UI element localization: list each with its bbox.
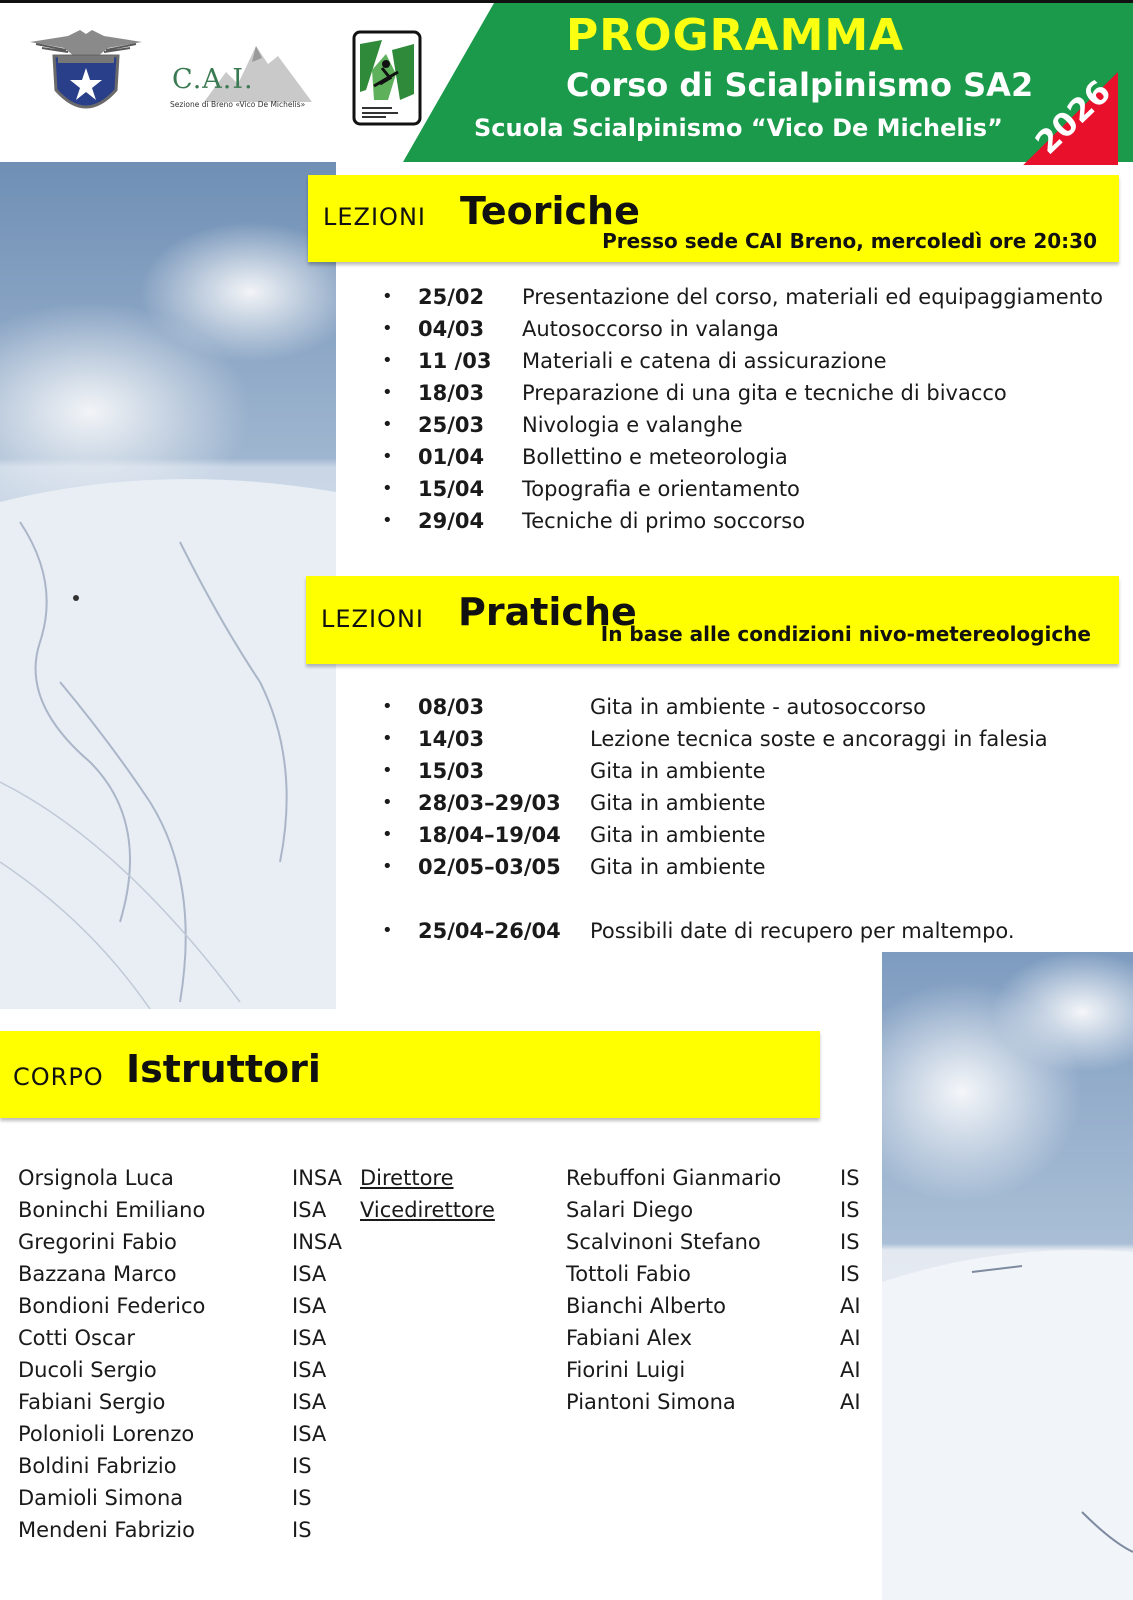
school-title: Scuola Scialpinismo “Vico De Michelis”: [474, 114, 1003, 142]
bullet-icon: •: [382, 382, 393, 403]
lesson-text: Autosoccorso in valanga: [522, 317, 779, 341]
instructor-row: [566, 1291, 876, 1321]
lesson-text: Topografia e orientamento: [522, 477, 800, 501]
cai-eagle-logo: [28, 28, 144, 124]
recovery-item: [382, 916, 1102, 946]
lesson-date: 02/05–03/05: [418, 855, 561, 879]
instructor-name: Fiorini Luigi: [566, 1358, 686, 1382]
section-pratiche: [306, 576, 1119, 664]
bullet-icon: •: [382, 760, 393, 781]
instructor-name: Scalvinoni Stefano: [566, 1230, 761, 1254]
instructor-row: [18, 1355, 538, 1385]
instructor-row: [18, 1451, 538, 1481]
cai-logo-text: C.A.I.: [172, 64, 254, 95]
instructor-qualification: IS: [292, 1486, 312, 1510]
instructor-row: [566, 1195, 876, 1225]
recovery-date: 25/04–26/04: [418, 919, 561, 943]
instructor-row: [566, 1259, 876, 1289]
list-item: [382, 756, 1102, 786]
istruttori-title: Istruttori: [126, 1047, 321, 1091]
lesson-date: 29/04: [418, 509, 485, 533]
instructor-name: Bazzana Marco: [18, 1262, 177, 1286]
lesson-text: Gita in ambiente: [590, 855, 766, 879]
instructor-name: Bondioni Federico: [18, 1294, 206, 1318]
lesson-text: Bollettino e meteorologia: [522, 445, 788, 469]
lesson-text: Presentazione del corso, materiali ed equipaggiamento: [522, 285, 1104, 309]
instructor-name: Boldini Fabrizio: [18, 1454, 177, 1478]
lesson-date: 01/04: [418, 445, 485, 469]
instructor-name: Cotti Oscar: [18, 1326, 136, 1350]
bullet-icon: •: [382, 318, 393, 339]
instructor-name: Fabiani Alex: [566, 1326, 693, 1350]
list-item: [382, 410, 1122, 440]
instructor-name: Gregorini Fabio: [18, 1230, 177, 1254]
instructor-row: [18, 1291, 538, 1321]
bullet-icon: •: [382, 478, 393, 499]
instructor-name: Rebuffoni Gianmario: [566, 1166, 782, 1190]
instructor-row: [566, 1387, 876, 1417]
lesson-text: Lezione tecnica soste e ancoraggi in falesia: [590, 727, 1048, 751]
list-item: [382, 788, 1102, 818]
lesson-date: 04/03: [418, 317, 485, 341]
course-title: Corso di Scialpinismo SA2: [566, 66, 1034, 104]
instructor-role: Direttore: [360, 1166, 454, 1190]
bullet-icon: •: [382, 920, 393, 941]
instructor-qualification: ISA: [292, 1326, 327, 1350]
lesson-date: 08/03: [418, 695, 485, 719]
lesson-date: 25/02: [418, 285, 485, 309]
list-item: [382, 378, 1122, 408]
instructor-name: Salari Diego: [566, 1198, 694, 1222]
lesson-text: Gita in ambiente - autosoccorso: [590, 695, 926, 719]
bullet-icon: •: [382, 350, 393, 371]
instructor-qualification: INSA: [292, 1166, 342, 1190]
instructor-name: Ducoli Sergio: [18, 1358, 157, 1382]
instructor-row: [18, 1419, 538, 1449]
instructor-qualification: ISA: [292, 1358, 327, 1382]
instructor-name: Damioli Simona: [18, 1486, 184, 1510]
lesson-date: 11 /03: [418, 349, 492, 373]
bullet-icon: •: [382, 824, 393, 845]
snow-photo-left: [0, 162, 336, 1009]
section-istruttori: [0, 1031, 820, 1118]
lesson-text: Gita in ambiente: [590, 759, 766, 783]
instructor-row: [18, 1227, 538, 1257]
recovery-text: Possibili date di recupero per maltempo.: [590, 919, 1015, 943]
list-item: [382, 724, 1102, 754]
lesson-date: 28/03–29/03: [418, 791, 561, 815]
instructor-qualification: ISA: [292, 1198, 327, 1222]
instructor-qualification: IS: [840, 1198, 860, 1222]
year-label: 2026: [1027, 72, 1119, 162]
pratiche-note: In base alle condizioni nivo-metereologiche: [600, 622, 1091, 646]
school-logo: [352, 30, 422, 126]
instructor-row: [18, 1195, 538, 1225]
list-item: [382, 282, 1122, 312]
instructor-qualification: ISA: [292, 1422, 327, 1446]
instructor-row: [566, 1355, 876, 1385]
list-item: [382, 820, 1102, 850]
instructor-row: [566, 1227, 876, 1257]
instructor-row: [18, 1163, 538, 1193]
instructor-name: Mendeni Fabrizio: [18, 1518, 195, 1542]
instructor-qualification: AI: [840, 1390, 861, 1414]
instructor-row: [18, 1259, 538, 1289]
list-item: [382, 346, 1122, 376]
instructor-name: Tottoli Fabio: [566, 1262, 691, 1286]
section-teoriche: [308, 175, 1119, 262]
instructor-qualification: ISA: [292, 1390, 327, 1414]
list-item: [382, 852, 1102, 882]
instructor-row: [566, 1323, 876, 1353]
instructor-qualification: ISA: [292, 1262, 327, 1286]
bullet-icon: •: [382, 446, 393, 467]
instructor-qualification: ISA: [292, 1294, 327, 1318]
instructor-row: [18, 1323, 538, 1353]
instructor-row: [18, 1387, 538, 1417]
instructor-name: Boninchi Emiliano: [18, 1198, 206, 1222]
list-item: [382, 506, 1122, 536]
teoriche-title: Teoriche: [460, 189, 640, 233]
bullet-icon: •: [382, 286, 393, 307]
bullet-icon: •: [382, 414, 393, 435]
teoriche-note: Presso sede CAI Breno, mercoledì ore 20:30: [602, 229, 1097, 253]
instructor-row: [566, 1163, 876, 1193]
lesson-text: Tecniche di primo soccorso: [522, 509, 806, 533]
instructor-name: Bianchi Alberto: [566, 1294, 726, 1318]
bullet-icon: •: [382, 728, 393, 749]
lesson-date: 14/03: [418, 727, 485, 751]
instructor-name: Fabiani Sergio: [18, 1390, 166, 1414]
lesson-date: 25/03: [418, 413, 485, 437]
instructor-qualification: INSA: [292, 1230, 342, 1254]
lesson-text: Nivologia e valanghe: [522, 413, 743, 437]
pratiche-prefix: LEZIONI: [321, 605, 424, 633]
instructor-row: [18, 1515, 538, 1545]
lesson-date: 18/03: [418, 381, 485, 405]
instructor-qualification: IS: [840, 1166, 860, 1190]
program-title: PROGRAMMA: [566, 10, 905, 61]
istruttori-prefix: CORPO: [13, 1063, 104, 1091]
list-item: [382, 474, 1122, 504]
lesson-date: 15/04: [418, 477, 485, 501]
instructor-qualification: IS: [292, 1454, 312, 1478]
bullet-icon: •: [382, 510, 393, 531]
teoriche-prefix: LEZIONI: [323, 203, 426, 231]
instructor-row: [18, 1483, 538, 1513]
lesson-date: 15/03: [418, 759, 485, 783]
instructor-qualification: IS: [292, 1518, 312, 1542]
instructor-name: Orsignola Luca: [18, 1166, 174, 1190]
instructor-qualification: AI: [840, 1294, 861, 1318]
bullet-icon: •: [382, 792, 393, 813]
list-item: [382, 314, 1122, 344]
lesson-text: Materiali e catena di assicurazione: [522, 349, 887, 373]
lesson-text: Preparazione di una gita e tecniche di bivacco: [522, 381, 1007, 405]
lesson-date: 18/04–19/04: [418, 823, 561, 847]
lesson-text: Gita in ambiente: [590, 823, 766, 847]
pratiche-title: Pratiche: [458, 590, 637, 634]
bullet-icon: •: [382, 856, 393, 877]
cai-logo-subtitle: Sezione di Breno «Vico De Michelis»: [170, 100, 306, 109]
instructor-qualification: IS: [840, 1230, 860, 1254]
instructor-qualification: AI: [840, 1326, 861, 1350]
list-item: [382, 692, 1102, 722]
instructor-name: Polonioli Lorenzo: [18, 1422, 195, 1446]
instructor-name: Piantoni Simona: [566, 1390, 736, 1414]
list-item: [382, 442, 1122, 472]
bullet-icon: •: [382, 696, 393, 717]
instructor-role: Vicedirettore: [360, 1198, 495, 1222]
instructor-qualification: IS: [840, 1262, 860, 1286]
instructor-qualification: AI: [840, 1358, 861, 1382]
snow-photo-right: [882, 952, 1133, 1600]
lesson-text: Gita in ambiente: [590, 791, 766, 815]
